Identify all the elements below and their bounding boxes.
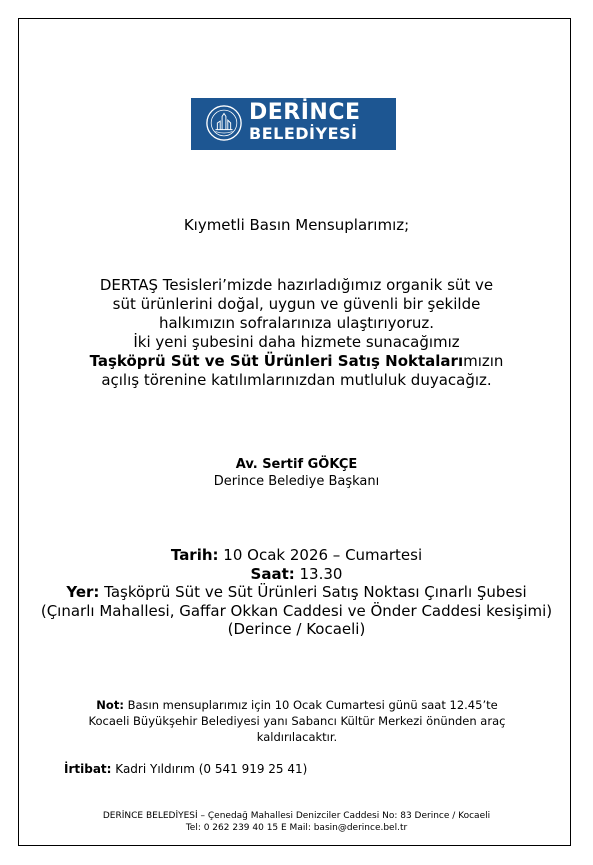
logo-wordmark (249, 102, 361, 142)
derince-logo (191, 98, 396, 150)
body-line-highlight (0, 352, 593, 371)
date-value: 10 Ocak 2026 – Cumartesi (218, 546, 423, 564)
body-line: açılış törenine katılımlarınızdan mutluluk duyacağız. (101, 371, 492, 389)
time-value: 13.30 (294, 564, 343, 583)
sales-point-name: Taşköprü Süt ve Süt Ürünleri Satış Noktaları (89, 352, 464, 370)
note-label: Not: (96, 698, 124, 712)
note-line: Basın mensuplarımız için 10 Ocak Cumartesi günü saat 12.45’te (123, 698, 498, 712)
footer (0, 810, 593, 834)
body-line: İki yeni şubesini daha hizmete sunacağımız (133, 333, 460, 351)
event-place (0, 583, 593, 602)
time-label: Saat: (250, 564, 295, 583)
contact-label: İrtibat: (64, 762, 112, 776)
signer-name: Av. Sertif GÖKÇE (235, 457, 358, 472)
contact-line (64, 762, 307, 776)
signer-block (0, 456, 593, 490)
event-date (0, 546, 593, 565)
municipality-seal-icon (205, 104, 243, 142)
event-time (0, 565, 593, 584)
greeting: Kıymetli Basın Mensuplarımız; (183, 216, 410, 234)
logo-line-2: BELEDİYESİ (249, 124, 358, 143)
footer-address: DERİNCE BELEDİYESİ – Çenedağ Mahallesi Denizciler Caddesi No: 83 Derince / Kocaeli (102, 811, 491, 821)
event-details (0, 546, 593, 639)
date-label: Tarih: (170, 546, 219, 564)
body-line: DERTAŞ Tesisleri’mizde hazırladığımız organik süt ve (99, 276, 494, 294)
body-line: halkımızın sofralarınıza ulaştırıyoruz. (158, 314, 435, 332)
footer-contact: Tel: 0 262 239 40 15 E Mail: basin@derince.bel.tr (185, 823, 408, 833)
invitation-body (0, 276, 593, 390)
note-line: Kocaeli Büyükşehir Belediyesi yanı Sabancı Kültür Merkezi önünden araç (88, 714, 506, 728)
event-address: (Çınarlı Mahallesi, Gaffar Okkan Caddesi ve Önder Caddesi kesişimi) (40, 601, 553, 620)
place-value: Taşköprü Süt ve Süt Ürünleri Satış Noktası Çınarlı Şubesi (99, 583, 527, 601)
signer-title: Derince Belediye Başkanı (213, 474, 380, 489)
note-line: kaldırılacaktır. (256, 730, 338, 744)
place-label: Yer: (66, 583, 100, 601)
logo-line-1: DERİNCE (249, 100, 361, 125)
contact-value: Kadri Yıldırım (0 541 919 25 41) (111, 762, 308, 776)
event-district: (Derince / Kocaeli) (227, 620, 366, 638)
body-line: süt ürünlerini doğal, uygun ve güvenli bir şekilde (112, 295, 481, 313)
body-suffix: mızın (463, 352, 504, 370)
note-block (52, 697, 542, 745)
